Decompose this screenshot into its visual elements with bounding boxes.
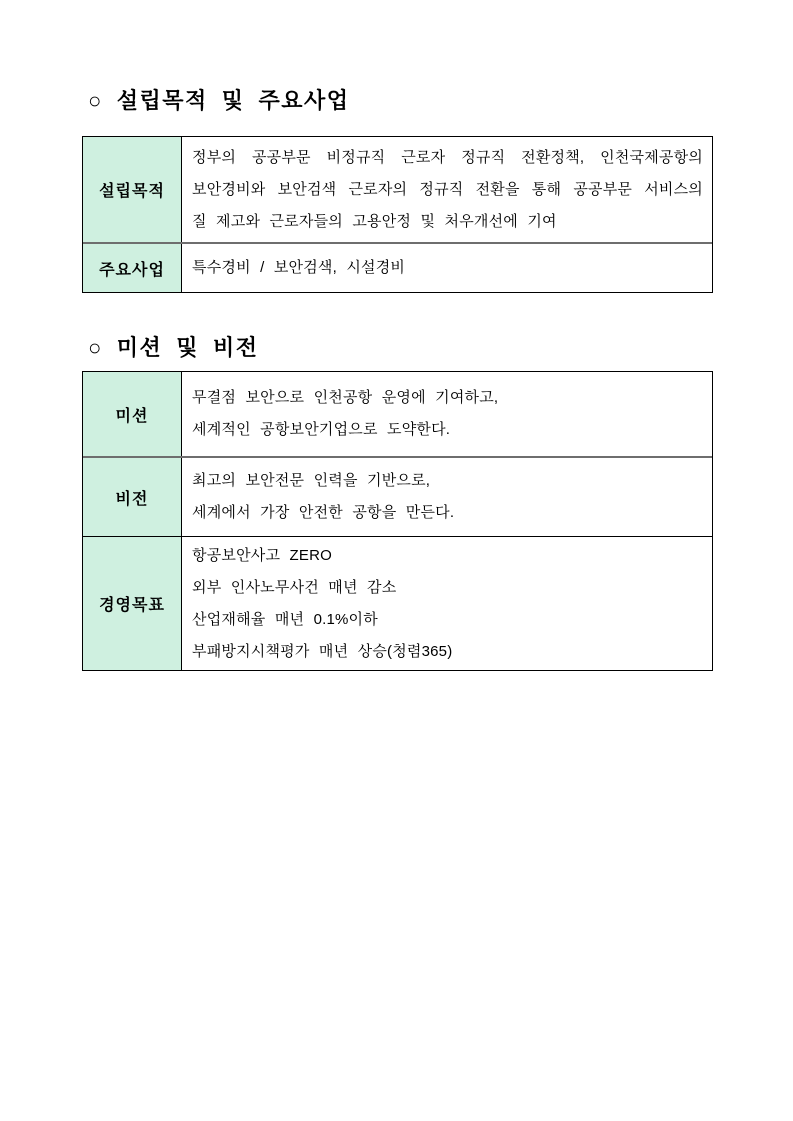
table-row-management-goals <box>83 536 712 670</box>
content-line: 질 제고와 근로자들의 고용안정 및 처우개선에 기여 <box>192 212 557 230</box>
row-content-cell <box>182 372 712 456</box>
table-row-mission <box>83 372 712 456</box>
row-label-cell <box>83 137 182 242</box>
row-label: 비전 <box>115 490 149 508</box>
content-line: 산업재해율 매년 0.1%이하 <box>192 610 378 628</box>
row-label: 주요사업 <box>99 261 165 279</box>
row-label-cell <box>83 244 182 292</box>
content-line: 보안경비와 보안검색 근로자의 정규직 전환을 통해 공공부문 서비스의 <box>192 180 703 198</box>
mission-vision-table <box>82 371 713 671</box>
content-line: 부패방지시책평가 매년 상승(청렴365) <box>192 642 453 660</box>
row-label-cell <box>83 372 182 456</box>
content-line: 세계에서 가장 안전한 공항을 만든다. <box>192 504 455 521</box>
row-content-cell <box>182 244 712 292</box>
content-line: 항공보안사고 ZERO <box>192 546 332 564</box>
table-row-main-business <box>83 242 712 292</box>
row-label: 미션 <box>115 407 149 425</box>
row-label: 설립목적 <box>99 183 165 200</box>
row-content-cell <box>182 537 712 670</box>
content-line: 세계적인 공항보안기업으로 도약한다. <box>192 421 451 438</box>
row-content-cell <box>182 137 712 242</box>
row-content-cell <box>182 458 712 536</box>
content-line: 외부 인사노무사건 매년 감소 <box>192 578 397 596</box>
row-label-cell <box>83 458 182 536</box>
establishment-table <box>82 136 713 293</box>
content-line: 무결점 보안으로 인천공항 운영에 기여하고, <box>192 389 499 406</box>
content-line: 최고의 보안전문 인력을 기반으로, <box>192 472 431 489</box>
table-row-establishment-purpose <box>83 137 712 242</box>
section-heading-establishment: ○ 설립목적 및 주요사업 <box>88 88 350 113</box>
table-row-vision <box>83 456 712 536</box>
row-label: 경영목표 <box>99 597 165 614</box>
row-label-cell <box>83 537 182 670</box>
section-heading-mission-vision: ○ 미션 및 비전 <box>88 335 259 360</box>
content-line: 특수경비 / 보안검색, 시설경비 <box>192 259 406 276</box>
content-line: 정부의 공공부문 비정규직 근로자 정규직 전환정책, 인천국제공항의 <box>192 148 703 166</box>
